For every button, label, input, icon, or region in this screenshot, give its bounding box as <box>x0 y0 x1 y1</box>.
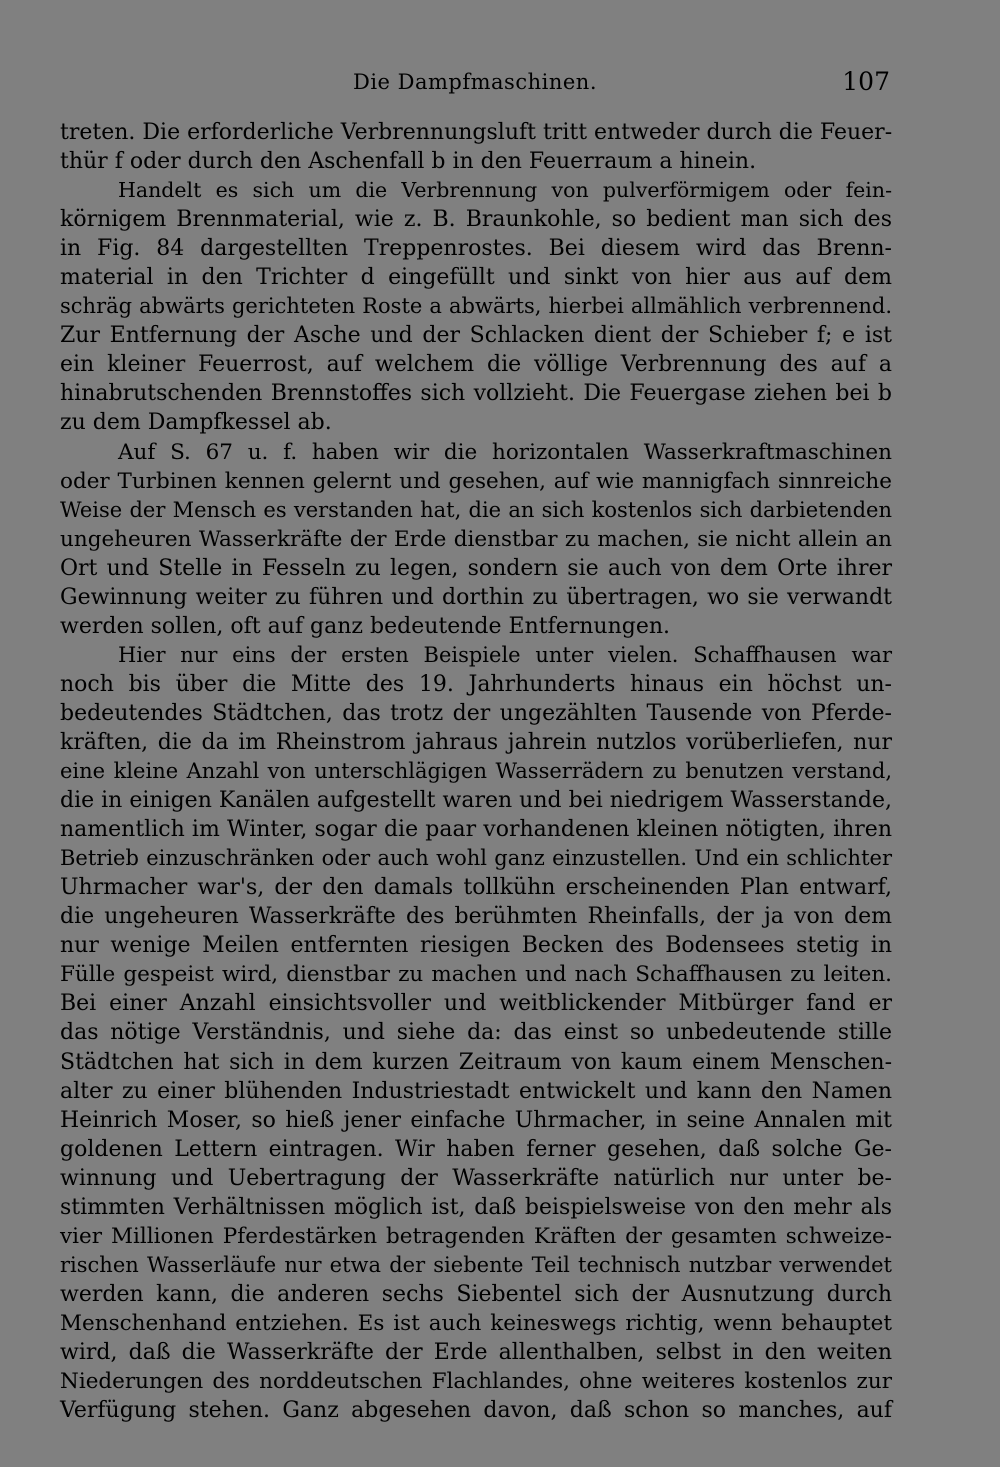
text-line: thür f oder durch den Aschenfall b in den Feuerraum a hinein. <box>60 149 757 175</box>
text-line: zu dem Dampfkessel ab. <box>60 410 332 436</box>
text-line: körnigem Brennmaterial, wie z. B. Braunkohle, so bedient man sich des <box>60 207 892 233</box>
text-line: hinabrutschenden Brennstoffes sich vollzieht. Die Feuergase ziehen bei b <box>60 381 892 407</box>
text-line: in Fig. 84 dargestellten Treppenrostes. Bei diesem wird das Brenn- <box>60 236 892 262</box>
text-line: alter zu einer blühenden Industriestadt entwickelt und kann den Namen <box>60 1078 892 1104</box>
text-line: wird, daß die Wasserkräfte der Erde allenthalben, selbst in den weiten <box>60 1339 892 1365</box>
text-line: oder Turbinen kennen gelernt und gesehen, auf wie mannigfach sinnreiche <box>60 468 892 494</box>
text-line: Uhrmacher war's, der den damals tollkühn erscheinenden Plan entwarf, <box>60 875 892 901</box>
text-line: Menschenhand entziehen. Es ist auch keineswegs richtig, wenn behauptet <box>60 1310 892 1336</box>
text-line: namentlich im Winter, sogar die paar vorhandenen kleinen nötigten, ihren <box>60 817 892 843</box>
text-line: bedeutendes Städtchen, das trotz der ungezählten Tausende von Pferde- <box>60 700 892 726</box>
text-line: Handelt es sich um die Verbrennung von pulverförmigem oder fein- <box>118 178 892 203</box>
running-title: Die Dampfmaschinen. <box>352 70 597 94</box>
text-line: Ort und Stelle in Fesseln zu legen, sondern sie auch von dem Orte ihrer <box>60 555 892 581</box>
text-line: winnung und Uebertragung der Wasserkräfte natürlich nur unter be- <box>60 1165 892 1191</box>
text-line: ungeheuren Wasserkräfte der Erde dienstbar zu machen, sie nicht allein an <box>60 526 892 552</box>
text-line: Zur Entfernung der Asche und der Schlacken dient der Schieber f; e ist <box>60 323 892 349</box>
text-line: material in den Trichter d eingefüllt und sinkt von hier aus auf dem <box>60 265 892 291</box>
text-line: die ungeheuren Wasserkräfte des berühmten Rheinfalls, der ja von dem <box>60 904 892 930</box>
text-line: goldenen Lettern eintragen. Wir haben ferner gesehen, daß solche Ge- <box>60 1136 892 1162</box>
text-line: werden sollen, oft auf ganz bedeutende Entfernungen. <box>60 613 671 639</box>
running-head <box>60 64 890 100</box>
text-line: Betrieb einzuschränken oder auch wohl ganz einzustellen. Und ein schlichter <box>60 846 892 871</box>
text-line: rischen Wasserläufe nur etwa der siebente Teil technisch nutzbar verwendet <box>60 1252 892 1277</box>
text-line: Heinrich Moser, so hieß jener einfache Uhrmacher, in seine Annalen mit <box>60 1107 892 1133</box>
text-line: vier Millionen Pferdestärken betragenden Kräften der gesamten schweize- <box>60 1223 892 1249</box>
text-line: schräg abwärts gerichteten Roste a abwärts, hierbei allmählich verbrennend. <box>60 294 892 319</box>
text-line: eine kleine Anzahl von unterschlägigen Wasserrädern zu benutzen verstand, <box>60 759 892 784</box>
text-line: Verfügung stehen. Ganz abgesehen davon, daß schon so manches, auf <box>60 1398 892 1424</box>
text-line: Niederungen des norddeutschen Flachlandes, ohne weiteres kostenlos zur <box>60 1369 892 1395</box>
text-line: Gewinnung weiter zu führen und dorthin zu übertragen, wo sie verwandt <box>60 584 892 610</box>
text-line: ein kleiner Feuerrost, auf welchem die völlige Verbrennung des auf a <box>60 352 892 378</box>
text-line: Fülle gespeist wird, dienstbar zu machen und nach Schaffhausen zu leiten. <box>60 962 892 988</box>
body-text <box>60 118 892 1425</box>
text-line: kräften, die da im Rheinstrom jahraus jahrein nutzlos vorüberliefen, nur <box>60 729 892 755</box>
text-line: die in einigen Kanälen aufgestellt waren und bei niedrigem Wasserstande, <box>60 788 892 814</box>
text-line: nur wenige Meilen entfernten riesigen Becken des Bodensees stetig in <box>60 933 892 959</box>
text-line: Bei einer Anzahl einsichtsvoller und weitblickender Mitbürger fand er <box>60 991 892 1017</box>
text-line: Städtchen hat sich in dem kurzen Zeitraum von kaum einem Menschen- <box>60 1049 892 1075</box>
text-line: Auf S. 67 u. f. haben wir die horizontalen Wasserkraftmaschinen <box>118 439 892 465</box>
text-line: Hier nur eins der ersten Beispiele unter vielen. Schaffhausen war <box>118 642 892 667</box>
text-line: das nötige Verständnis, und siehe da: das einst so unbedeutende stille <box>60 1020 892 1046</box>
text-line: Weise der Mensch es verstanden hat, die an sich kostenlos sich darbietenden <box>60 497 892 522</box>
text-line: treten. Die erforderliche Verbrennungsluft tritt entweder durch die Feuer- <box>60 120 893 145</box>
text-line: noch bis über die Mitte des 19. Jahrhunderts hinaus ein höchst un- <box>60 671 892 697</box>
text-line: stimmten Verhältnissen möglich ist, daß beispielsweise von den mehr als <box>60 1194 892 1220</box>
text-line: werden kann, die anderen sechs Siebentel sich der Ausnutzung durch <box>60 1281 892 1307</box>
page-number: 107 <box>842 67 890 96</box>
